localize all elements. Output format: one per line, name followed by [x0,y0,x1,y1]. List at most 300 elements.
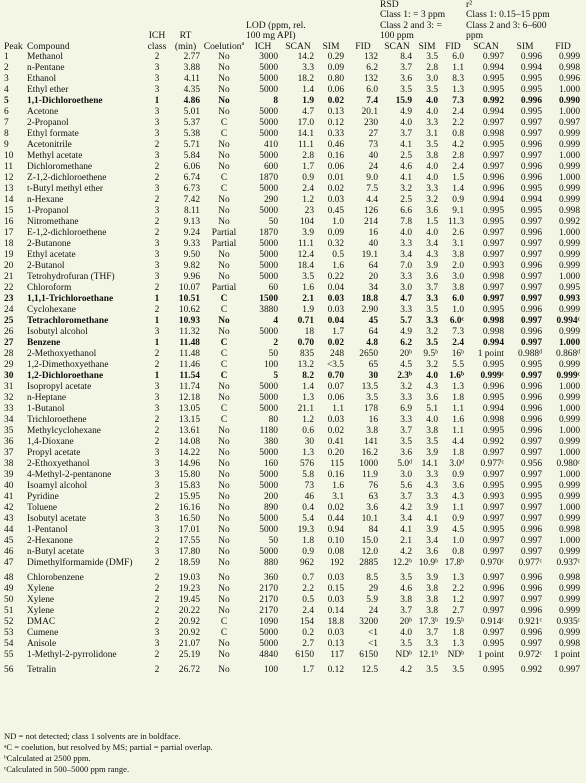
table-row [4,415,582,426]
coelution-cell: No [218,63,230,74]
rsd-sim-cell: 3.4 [426,239,438,250]
lod-sim-cell: 0.20 [327,448,344,459]
rsd-scan-cell: 3.0 [400,470,412,481]
lod-scan-cell: 3.3 [302,63,314,74]
lod-ich-cell: 5000 [259,470,278,481]
ich-class-cell: 2 [154,650,160,661]
lod-sim-cell: 0.70 [327,371,344,382]
table-row [4,650,582,661]
r2-fid-cell: 0.868ᵈ [556,349,581,360]
compound-cell: E-1,2-dichloroethene [27,228,107,239]
peak-cell: 53 [4,628,14,639]
r2-scan-cell: 0.998 [482,272,505,283]
lod-ich-cell: 50 [268,349,278,360]
ich-class-cell: 2 [154,573,160,584]
lod-scan-cell: 14.2 [297,52,314,63]
r2-fid-cell: 0.999 [558,250,581,261]
rsd-scan-cell: 2.5 [400,151,412,162]
rt-cell: 11.48 [179,338,200,349]
peak-cell: 4 [4,85,9,96]
compound-cell: 1,2-Dichloroethane [27,371,104,382]
coelution-cell: No [218,437,230,448]
ich-class-cell: 3 [154,272,160,283]
lod-ich-cell: 5000 [259,63,278,74]
lod-sim-cell: 1.7 [332,327,344,338]
rsd-scan-cell: 5.6 [400,481,412,492]
lod-sim-cell: 192 [329,558,344,569]
rsd-fid-cell: 1.8 [452,393,465,404]
rsd-scan-cell: 8.4 [400,52,412,63]
rsd-scan-cell: 6.2 [400,338,412,349]
compound-cell: 2-Hexanone [27,536,73,547]
r2-fid-cell: 0.999 [558,360,581,371]
compound-cell: n-Pentane [27,63,65,74]
lod-fid-cell: 2885 [359,558,378,569]
rsd-scan-cell: 3.7 [400,426,412,437]
peak-cell: 52 [4,617,14,628]
rt-cell: 4.35 [183,85,200,96]
r2-sim-cell: 0.988ᵈ [518,349,543,360]
r2-class23: Class 2 and 3: 6–600 [466,20,547,31]
table-row [4,514,582,525]
rsd-sim-cell: 3.9 [426,573,438,584]
coelution-cell: No [218,195,230,206]
r2-scan-cell: 0.996 [482,184,505,195]
coelution-cell: C [220,404,228,415]
compound-cell: 4-Methyl-2-pentanone [27,470,112,481]
r2-fid-cell: 0.935ᶜ [556,617,581,628]
lod-ich-cell: 60 [268,283,278,294]
r2-sim-cell: 0.977ᶜ [518,558,543,569]
table-row [4,404,582,415]
coelution-cell: No [218,151,230,162]
coelution-cell: No [218,140,230,151]
col-r2-scan: SCAN [473,41,499,52]
rsd-scan-cell: 4.2 [400,547,412,558]
table-row [4,617,582,628]
rsd-sim-cell: 4.0 [426,228,438,239]
lod-scan-cell: 18 [304,327,314,338]
lod-sim-cell: 0.02 [327,184,344,195]
lod-ich-cell: 5000 [259,393,278,404]
lod-scan-cell: 46 [304,492,314,503]
lod-sim-cell: 0.10 [327,536,344,547]
lod-scan-cell: 2.2 [302,584,314,595]
r2-scan-cell: 0.995 [482,525,505,536]
r2-fid-cell: 0.999 [558,415,581,426]
rsd-fid-cell: NDᵇ [447,650,465,661]
lod-sim-cell: 0.03 [327,628,344,639]
ich-class-cell: 2 [154,360,160,371]
ich-class-cell: 2 [154,558,160,569]
r2-scan-cell: 0.994 [482,107,505,118]
rsd-sim-cell: 3.9 [426,261,438,272]
ich-class-cell: 3 [154,250,160,261]
ich-class-cell: 2 [154,606,160,617]
lod-scan-cell: 1.2 [302,415,314,426]
ich-class-cell: 2 [154,228,160,239]
rsd-fid-cell: 2.4 [452,338,465,349]
r2-sim-cell: 0.997 [520,536,543,547]
lod-sim-cell: 0.22 [327,272,344,283]
col-rt: (min) [174,41,197,52]
ich-class-cell: 2 [154,492,160,503]
lod-scan-cell: 6150 [295,650,314,661]
compound-cell: Ethyl acetate [27,250,76,261]
ich-class-cell: 3 [154,470,160,481]
rsd-fid-cell: 1.8 [452,628,465,639]
r2-scan-cell: 0.997 [482,52,505,63]
rt-cell: 9.96 [183,272,200,283]
lod-fid-cell: 12.0 [361,547,378,558]
rsd-scan-cell: 3.7 [400,492,412,503]
compound-cell: Z-1,2-dichloroethene [27,173,107,184]
coelution-cell: Partial [211,228,237,239]
ich-class-cell: 2 [154,52,160,63]
lod-fid-cell: 76 [368,481,378,492]
coelution-cell: No [218,261,230,272]
r2-sim-cell: 0.997 [520,547,543,558]
col-r2-sim: SIM [516,41,534,52]
r2-sim-cell: 0.994 [520,195,543,206]
lod-scan-cell: 2.7 [302,639,314,650]
col-rsd-sim: SIM [418,41,436,52]
rsd-scan-cell: 4.2 [400,503,412,514]
r2-sim-cell: 0.992 [520,665,543,676]
lod-sim-cell: 0.03 [327,573,344,584]
table-row [4,639,582,650]
rt-cell: 19.23 [178,584,200,595]
coelution-cell: No [218,85,230,96]
lod-sim-cell: 0.03 [327,415,344,426]
lod-ich-cell: 5000 [259,206,278,217]
lod-fid-cell: 29 [368,584,378,595]
rsd-scan-cell: 12.2ᵇ [392,558,412,569]
rt-cell: 5.71 [183,140,200,151]
r2-scan-cell: 1 point [477,349,505,360]
rsd-scan-cell: 4.6 [400,162,412,173]
lod-fid-cell: 214 [363,217,378,228]
lod-fid-cell: 230 [363,118,378,129]
coelution-cell: C [220,628,228,639]
rsd-fid-cell: 0.8 [452,129,465,140]
coelution-cell: No [218,606,230,617]
rt-cell: 14.08 [178,437,200,448]
rsd-class1: Class 1: = 3 ppm [380,10,446,21]
lod-ich-cell: 5000 [259,129,278,140]
ich-class-cell: 2 [154,349,160,360]
peak-cell: 26 [4,327,14,338]
rsd-scan-cell: 4.2 [400,665,412,676]
peak-cell: 43 [4,514,14,525]
rt-cell: 17.01 [178,525,200,536]
r2-sim-cell: 0.997 [520,272,543,283]
lod-scan-cell: 576 [299,459,314,470]
rt-cell: 5.37 [183,118,200,129]
peak-cell: 44 [4,525,14,536]
lod-fid-cell: 63 [368,492,378,503]
r2-sim-cell: 0.997 [520,239,543,250]
r2-scan-cell: 0.997 [482,547,505,558]
lod-ich-cell: 5000 [259,261,278,272]
compound-cell: Dimethylformamide (DMF) [27,558,133,569]
r2-sim-cell: 0.997 [520,639,543,650]
lod-sim-cell: 1.1 [332,404,344,415]
rt-cell: 10.62 [178,305,200,316]
r2-title: r² [466,0,473,10]
lod-ich-cell: 1500 [259,294,278,305]
rt-cell: 18.59 [178,558,200,569]
lod-scan-cell: 1.2 [302,195,314,206]
peak-cell: 6 [4,107,9,118]
ich-class-cell: 3 [154,129,160,140]
table-row [4,184,582,195]
col-coelution [202,42,246,52]
compound-cell: Cyclohexane [27,305,76,316]
rt-cell: 6.73 [183,184,200,195]
lod-sim-cell: 0.03 [327,294,344,305]
lod-ich-cell: 5 [273,371,278,382]
lod-scan-cell: 21.1 [297,404,314,415]
lod-scan-cell: 19.3 [297,525,314,536]
lod-scan-cell: 2.4 [302,606,314,617]
r2-fid-cell: 0.980ᶜ [556,459,581,470]
r2-scan-cell: 0.998 [482,327,505,338]
r2-sim-cell: 0.996 [520,261,543,272]
rt-cell: 15.80 [178,470,200,481]
peak-cell: 18 [4,239,14,250]
lod-scan-cell: 2.8 [302,151,314,162]
coelution-cell: C [220,184,228,195]
lod-scan-cell: 104 [299,217,314,228]
rt-cell: 9.24 [183,228,200,239]
lod-fid-cell: 64 [368,327,378,338]
rsd-fid-cell: 3.8 [452,283,465,294]
rsd-fid-cell: 9.1 [452,206,465,217]
r2-fid-cell: 1.000 [558,85,581,96]
lod-sim-cell: 0.16 [327,151,344,162]
rsd-sim-cell: 3.5 [426,85,438,96]
rsd-fid-cell: 1.3 [452,382,465,393]
lod-scan-cell: 8.2 [302,371,314,382]
rt-cell: 17.55 [178,536,200,547]
r2-sim-cell: 0.994 [520,63,543,74]
rsd-scan-cell: 3.5 [400,639,412,650]
rsd-scan-cell: 2.3ᵇ [397,371,412,382]
ich-class-cell: 2 [154,415,160,426]
r2-fid-cell: 0.998 [558,639,581,650]
rsd-sim-cell: 3.5 [426,338,438,349]
ich-class-cell: 2 [154,173,160,184]
lod-sim-cell: 0.06 [327,393,344,404]
table-row [4,118,582,129]
rsd-sim-cell: 3.6 [426,206,438,217]
compound-cell: DMAC [27,617,56,628]
lod-fid-cell: 6150 [359,650,378,661]
lod-sim-cell: 0.04 [327,316,344,327]
rsd-fid-cell: 1.5 [452,173,465,184]
table-row [4,63,582,74]
rsd-sim-cell: 3.5 [426,52,438,63]
peak-cell: 42 [4,503,14,514]
r2-scan-cell: 0.995 [482,665,505,676]
r2-scan-cell: 0.997 [482,118,505,129]
r2-scan-cell: 0.994 [482,404,505,415]
table-row [4,195,582,206]
r2-fid-cell: 1.000 [558,173,581,184]
r2-sim-cell: 0.995 [520,184,543,195]
coelution-cell: No [218,558,230,569]
r2-sim-cell: 0.956 [520,459,543,470]
r2-scan-cell: 0.997 [482,250,505,261]
ich-class-cell: 2 [154,283,160,294]
rsd-scan-cell: 3.4 [400,250,412,261]
coelution-cell: No [218,639,230,650]
rsd-title: RSD [380,0,399,10]
lod-ich-cell: 5000 [259,272,278,283]
table-row [4,294,582,305]
peak-cell: 37 [4,448,14,459]
rsd-scan-cell: 6.6 [400,206,412,217]
rsd-fid-cell: 4.2 [452,140,465,151]
table-row [4,382,582,393]
r2-sim-cell: 0.997 [520,151,543,162]
r2-sim-cell: 0.996 [520,584,543,595]
lod-sim-cell: 0.80 [327,74,344,85]
lod-sim-cell: 0.04 [327,283,344,294]
lod-ich-cell: 4 [273,316,278,327]
lod-fid-cell: 3.8 [366,426,378,437]
coelution-cell: C [220,371,228,382]
ich-class-cell: 3 [154,261,160,272]
rt-cell: 11.74 [179,382,200,393]
lod-ich-cell: 5000 [259,382,278,393]
r2-sim-cell: 0.996 [520,52,543,63]
rsd-fid-cell: 0.9 [452,514,465,525]
lod-scan-cell: 1.7 [302,665,314,676]
lod-scan-cell: 0.70 [297,338,314,349]
lod-ich-cell: 5000 [259,481,278,492]
r2-fid-cell: 1.000 [558,426,581,437]
r2-scan-cell: 0.998 [482,415,505,426]
compound-cell: Benzene [27,338,61,349]
lod-ich-cell: 5000 [259,239,278,250]
lod-fid-cell: 34 [368,283,378,294]
peak-cell: 22 [4,283,14,294]
r2-fid-cell: 0.999 [558,239,581,250]
lod-scan-cell: 11.1 [297,140,314,151]
lod-ich-cell: 290 [263,195,278,206]
r2-sim-cell: 0.997 [520,503,543,514]
r2-fid-cell: 0.999ᶜ [556,371,581,382]
r2-scan-cell: 0.995 [482,481,505,492]
rsd-sim-cell: 3.6 [426,547,438,558]
rsd-sim-cell: 4.0 [426,371,438,382]
rsd-sim-cell: 3.3 [426,639,438,650]
r2-scan-cell: 0.992 [482,96,505,107]
rsd-fid-cell: 1.1 [452,63,465,74]
lod-scan-cell: 0.9 [302,173,314,184]
r2-sim-cell: 0.995 [520,360,543,371]
table-row [4,338,582,349]
peak-cell: 8 [4,129,9,140]
lod-sim-cell: 18.8 [327,617,344,628]
lod-sim-cell: 0.03 [327,305,344,316]
lod-fid-cell: 84 [368,525,378,536]
rsd-fid-cell: 2.4 [452,107,465,118]
rsd-scan-cell: 7.8 [400,217,412,228]
lod-sim-cell: 0.02 [327,96,344,107]
rsd-sim-cell: 3.3 [426,184,438,195]
r2-fid-cell: 1.000 [558,536,581,547]
lod-ich-cell: 5000 [259,628,278,639]
r2-fid-cell: 0.937ᶜ [556,558,581,569]
rt-cell: 7.42 [183,195,200,206]
peak-cell: 2 [4,63,9,74]
compound-cell: Xylene [27,606,55,617]
rsd-scan-cell: 3.8 [400,595,412,606]
r2-fid-cell: 1.000 [558,107,581,118]
lod-ich-cell: 80 [268,415,278,426]
lod-fid-cell: 40 [368,151,378,162]
coelution-cell: No [218,393,230,404]
lod-ich-cell: 380 [263,437,278,448]
rsd-fid-cell: 2.8 [452,151,465,162]
coelution-cell: C [220,338,228,349]
r2-fid-cell: 0.999 [558,261,581,272]
r2-fid-cell: 0.998 [558,63,581,74]
lod-fid-cell: 73 [368,140,378,151]
lod-ich-cell: 410 [263,140,278,151]
peak-cell: 23 [4,294,14,305]
rsd-scan-cell: 2.1 [400,536,412,547]
footnotes [4,731,582,775]
rsd-fid-cell: 2.6 [452,228,465,239]
rsd-sim-cell: 3.8 [426,151,438,162]
compound-cell: Acetonitrile [27,140,72,151]
r2-sim-cell: 0.997 [520,437,543,448]
lod-fid-cell: 3.6 [366,503,378,514]
lod-title: LOD (ppm, rel. [246,20,306,31]
table-row [4,393,582,404]
lod-fid-cell: 9.0 [366,173,378,184]
peak-cell: 14 [4,195,14,206]
coelution-cell: Partial [211,283,237,294]
col-coelution-sup: a [241,41,245,47]
col-lod-ich: ICH [254,41,272,52]
rsd-scan-cell: 4.9 [400,107,412,118]
r2-scan-cell: 0.997 [482,448,505,459]
r2-fid-cell: 0.999 [558,129,581,140]
compound-cell: n-Butyl acetate [27,547,85,558]
compound-cell: 1-Pentanol [27,525,68,536]
rt-cell: 20.92 [178,628,200,639]
rt-cell: 10.51 [178,294,200,305]
r2-sim-cell: 0.997 [520,316,543,327]
peak-cell: 33 [4,404,14,415]
lod-fid-cell: 24 [368,162,378,173]
table-row [4,459,582,470]
rsd-fid-cell: 2.4 [452,162,465,173]
rsd-scan-cell: 3.7 [400,63,412,74]
r2-scan-cell: 0.977ᶜ [480,459,505,470]
r2-scan-cell: 0.992 [482,437,505,448]
lod-sim-cell: 0.06 [327,85,344,96]
r2-fid-cell: 1.000 [558,382,581,393]
ich-class-cell: 2 [154,536,160,547]
rsd-scan-cell: 3.6 [400,74,412,85]
solvent-table [4,0,582,676]
